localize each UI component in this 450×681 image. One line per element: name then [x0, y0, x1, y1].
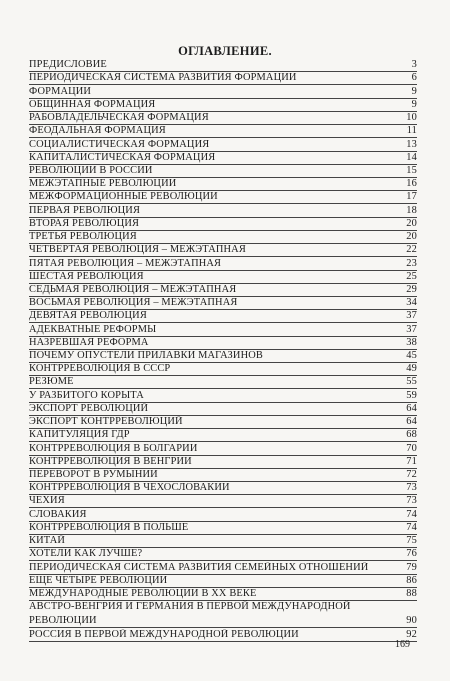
toc-entry-page: 25: [406, 270, 417, 282]
toc-entry-page: 64: [406, 402, 417, 414]
toc-entry: [29, 601, 417, 628]
toc-entry: [29, 535, 417, 548]
toc-entry: [29, 178, 417, 191]
toc-entry-title: РАБОВЛАДЕЛЬЧЕСКАЯ ФОРМАЦИЯ: [29, 112, 209, 124]
toc-entry: [29, 323, 417, 336]
toc-entry: [29, 522, 417, 535]
toc-entry-page: 76: [406, 548, 417, 560]
toc-entry-page: 88: [406, 587, 417, 599]
toc-entry-title-continued: РЕВОЛЮЦИИ: [29, 615, 97, 627]
toc-entry-page: 15: [406, 164, 417, 176]
toc-entry-title: КАПИТУЛЯЦИЯ ГДР: [29, 429, 130, 441]
toc-entry-page: 13: [406, 138, 417, 150]
toc-entry: [29, 456, 417, 469]
toc-entry-title: ПЯТАЯ РЕВОЛЮЦИЯ – МЕЖЭТАПНАЯ: [29, 257, 222, 269]
toc-entry-page: 74: [406, 521, 417, 533]
toc-entry: [29, 152, 417, 165]
toc-entry-title: КОНТРРЕВОЛЮЦИЯ В СССР: [29, 363, 171, 375]
toc-entry: [29, 59, 417, 72]
toc-title: ОГЛАВЛЕНИЕ.: [178, 44, 272, 58]
toc-entry-title: РЕЗЮМЕ: [29, 376, 74, 388]
toc-entry-title: МЕЖЭТАПНЫЕ РЕВОЛЮЦИИ: [29, 178, 177, 190]
toc-entry: [29, 85, 417, 98]
toc-entry-title: ПЕРИОДИЧЕСКАЯ СИСТЕМА РАЗВИТИЯ ФОРМАЦИИ: [29, 72, 297, 84]
toc-entry-title: ВОСЬМАЯ РЕВОЛЮЦИЯ – МЕЖЭТАПНАЯ: [29, 297, 238, 309]
toc-entry-title: АДЕКВАТНЫЕ РЕФОРМЫ: [29, 323, 157, 335]
toc-entry: [29, 191, 417, 204]
toc-entry-page: 79: [406, 561, 417, 573]
toc-entry: [29, 125, 417, 138]
toc-entry-page: 49: [406, 363, 417, 375]
toc-entry: [29, 588, 417, 601]
toc-entry-title: КОНТРРЕВОЛЮЦИЯ В ПОЛЬШЕ: [29, 521, 189, 533]
toc-entry-title: МЕЖФОРМАЦИОННЫЕ РЕВОЛЮЦИИ: [29, 191, 218, 203]
toc-entry: [29, 548, 417, 561]
toc-entry-page: 20: [406, 217, 417, 229]
toc-entry-page: 92: [406, 628, 417, 640]
toc-entry-page: 68: [406, 429, 417, 441]
toc-entry-page: 20: [406, 231, 417, 243]
toc-entry-page: 72: [406, 469, 417, 480]
toc-entry: [29, 72, 417, 85]
toc-entry: [29, 389, 417, 402]
toc-entry-page: 38: [406, 336, 417, 348]
toc-entry-title: ПЕРВАЯ РЕВОЛЮЦИЯ: [29, 204, 141, 216]
toc-entry-title: КОНТРРЕВОЛЮЦИЯ В БОЛГАРИИ: [29, 442, 198, 454]
toc-entry-title: ПЕРЕВОРОТ В РУМЫНИИ: [29, 469, 158, 480]
toc-entry-page: 71: [406, 455, 417, 467]
toc-entry: [29, 376, 417, 389]
toc-entry-page: 74: [406, 508, 417, 520]
toc-entry-page: 45: [406, 350, 417, 362]
toc-entry-title: КАПИТАЛИСТИЧЕСКАЯ ФОРМАЦИЯ: [29, 151, 216, 163]
toc-entry-page: 37: [406, 323, 417, 335]
toc-entry-title: СЕДЬМАЯ РЕВОЛЮЦИЯ – МЕЖЭТАПНАЯ: [29, 283, 237, 295]
toc-entry: [29, 99, 417, 112]
toc-entry: [29, 310, 417, 323]
toc-entry-title: КОНТРРЕВОЛЮЦИЯ В ЧЕХОСЛОВАКИИ: [29, 482, 230, 494]
toc-entry: [29, 271, 417, 284]
toc-entry-page: 6: [411, 72, 417, 84]
toc-entry-page: 73: [406, 495, 417, 507]
toc-entry-page: 9: [411, 98, 417, 110]
toc-entry-title: У РАЗБИТОГО КОРЫТА: [29, 389, 144, 401]
toc-entry-title: ДЕВЯТАЯ РЕВОЛЮЦИЯ: [29, 310, 147, 322]
toc-entry-page: 70: [406, 442, 417, 454]
toc-entry: [29, 218, 417, 231]
toc-entry: [29, 204, 417, 217]
toc-entry: [29, 561, 417, 574]
toc-entry: [29, 363, 417, 376]
toc-entry-title: ЧЕТВЕРТАЯ РЕВОЛЮЦИЯ – МЕЖЭТАПНАЯ: [29, 244, 246, 256]
toc-entry: [29, 244, 417, 257]
toc-entry-page: 73: [406, 482, 417, 494]
toc-entry: [29, 231, 417, 244]
table-of-contents: [29, 59, 417, 642]
toc-entry-page: 55: [406, 376, 417, 388]
toc-entry: [29, 297, 417, 310]
toc-entry-title: ТРЕТЬЯ РЕВОЛЮЦИЯ: [29, 231, 137, 243]
toc-entry-page: 14: [406, 151, 417, 163]
toc-entry-page: 16: [406, 178, 417, 190]
toc-entry: [29, 138, 417, 151]
toc-entry-title: РОССИЯ В ПЕРВОЙ МЕЖДУНАРОДНОЙ РЕВОЛЮЦИИ: [29, 628, 299, 640]
toc-entry-page: 64: [406, 416, 417, 428]
toc-entry-title: ПРЕДИСЛОВИЕ: [29, 59, 107, 71]
toc-entry-page: 75: [406, 535, 417, 547]
toc-entry-page: 10: [406, 112, 417, 124]
toc-entry-title: ПОЧЕМУ ОПУСТЕЛИ ПРИЛАВКИ МАГАЗИНОВ: [29, 350, 263, 362]
toc-entry-page: 3: [411, 59, 417, 71]
toc-entry: [29, 416, 417, 429]
toc-entry-page: 22: [406, 244, 417, 256]
toc-entry: [29, 165, 417, 178]
toc-entry-page: 17: [406, 191, 417, 203]
toc-entry-title: СЛОВАКИЯ: [29, 508, 87, 520]
toc-entry-title: КИТАЙ: [29, 535, 66, 547]
toc-entry-title: ЕЩЕ ЧЕТЫРЕ РЕВОЛЮЦИИ: [29, 574, 168, 586]
toc-entry-title: МЕЖДУНАРОДНЫЕ РЕВОЛЮЦИИ В XX ВЕКЕ: [29, 587, 257, 599]
toc-entry: [29, 628, 417, 641]
page-number: 169: [395, 639, 410, 650]
toc-entry-page: 29: [406, 283, 417, 295]
toc-entry-title: ХОТЕЛИ КАК ЛУЧШЕ?: [29, 548, 143, 560]
toc-entry: [29, 469, 417, 482]
toc-entry-page: 34: [406, 297, 417, 309]
toc-entry-title: ШЕСТАЯ РЕВОЛЮЦИЯ: [29, 270, 144, 282]
toc-entry-page: 59: [406, 389, 417, 401]
toc-entry: [29, 337, 417, 350]
toc-entry-title: ФЕОДАЛЬНАЯ ФОРМАЦИЯ: [29, 125, 166, 137]
toc-entry-page: 18: [406, 204, 417, 216]
toc-entry-title: ОБЩИННАЯ ФОРМАЦИЯ: [29, 98, 156, 110]
toc-entry-page: 9: [411, 85, 417, 97]
toc-entry: [29, 350, 417, 363]
toc-entry-title: АВСТРО-ВЕНГРИЯ И ГЕРМАНИЯ В ПЕРВОЙ МЕЖДУНАРОДНОЙ: [29, 600, 351, 612]
toc-entry-title: ПЕРИОДИЧЕСКАЯ СИСТЕМА РАЗВИТИЯ СЕМЕЙНЫХ ОТНОШЕНИЙ: [29, 561, 369, 573]
toc-entry: [29, 575, 417, 588]
toc-entry-page: 90: [406, 615, 417, 627]
toc-entry-title: ФОРМАЦИИ: [29, 85, 92, 97]
toc-entry: [29, 482, 417, 495]
toc-entry-title: ВТОРАЯ РЕВОЛЮЦИЯ: [29, 217, 140, 229]
toc-entry-title: СОЦИАЛИСТИЧЕСКАЯ ФОРМАЦИЯ: [29, 138, 210, 150]
toc-entry-title: РЕВОЛЮЦИИ В РОССИИ: [29, 164, 153, 176]
toc-entry-title: НАЗРЕВШАЯ РЕФОРМА: [29, 336, 149, 348]
toc-entry-title: ЭКСПОРТ КОНТРРЕВОЛЮЦИЙ: [29, 416, 183, 428]
toc-entry: [29, 429, 417, 442]
toc-entry: [29, 495, 417, 508]
toc-entry: [29, 442, 417, 455]
toc-entry-page: 37: [406, 310, 417, 322]
toc-entry: [29, 112, 417, 125]
toc-entry: [29, 284, 417, 297]
toc-entry-title: ЧЕХИЯ: [29, 495, 65, 507]
toc-entry-title: ЭКСПОРТ РЕВОЛЮЦИЙ: [29, 402, 149, 414]
toc-entry-page: 11: [406, 125, 417, 137]
toc-entry: [29, 403, 417, 416]
toc-entry-page: 86: [406, 574, 417, 586]
toc-entry: [29, 257, 417, 270]
toc-entry-page: 23: [406, 257, 417, 269]
toc-entry: [29, 508, 417, 521]
toc-entry-title: КОНТРРЕВОЛЮЦИЯ В ВЕНГРИИ: [29, 455, 192, 467]
